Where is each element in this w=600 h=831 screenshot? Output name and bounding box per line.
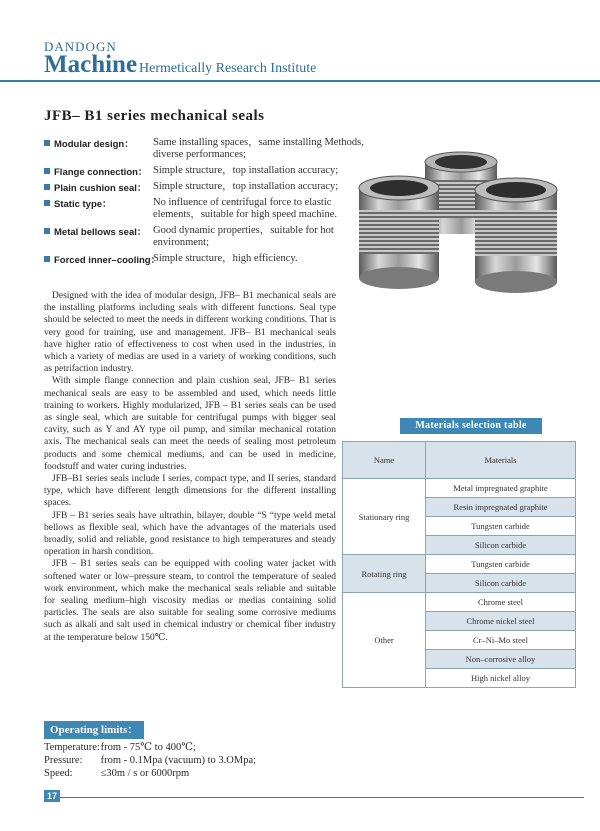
table-row: [343, 479, 576, 498]
limit-row: [44, 767, 256, 780]
bullet-square-icon: [44, 140, 50, 146]
feature-item: [44, 253, 364, 265]
feature-label: Static type：: [44, 199, 112, 211]
feature-text: Good dynamic properties，suitable for hot environment;: [153, 225, 334, 248]
materials-table: [342, 441, 576, 688]
feature-text: Simple structure，top installation accuracy;: [153, 165, 339, 176]
feature-item: [44, 225, 364, 249]
material-cell: High nickel alloy: [426, 669, 576, 688]
paragraph: JFB – B1 series seals can be equipped with cooling water jacket with softened water or low–pressure steam, to control the temperature of sealed work environment, which make the mechanical seals reliable and suitable for sealing medium–high viscosity medias or medias containing solid particles. The seals are also suitable for sealing some corrosive mediums such as alkali and salt used in chemical industry or chemical fiber industry at the temperature below 150℃.: [44, 559, 336, 643]
material-cell: Silicon carbide: [426, 574, 576, 593]
limit-value: from - 75℃ to 400℃;: [100, 742, 196, 753]
feature-label: Metal bellows seal：: [44, 227, 146, 239]
limit-value: from - 0.1Mpa (vacuum) to 3.OMpa;: [100, 755, 257, 766]
brand-top: DANDOGN: [44, 39, 117, 54]
limit-row: [44, 754, 256, 767]
table-header-row: [343, 442, 576, 479]
bullet-square-icon: [44, 228, 50, 234]
product-photo: [353, 150, 563, 295]
limit-label: Speed:: [44, 768, 73, 779]
material-cell: Cr–Ni–Mo steel: [426, 631, 576, 650]
feature-item: [44, 197, 364, 221]
feature-text: Simple structure，high efficiency.: [153, 253, 298, 264]
material-cell: Tungsten carbide: [426, 555, 576, 574]
material-cell: Chrome nickel steel: [426, 612, 576, 631]
header-materials: Materials: [426, 442, 576, 479]
limit-label: Pressure:: [44, 755, 83, 766]
page-title: JFB– B1 series mechanical seals: [44, 108, 265, 124]
feature-label: Modular design：: [44, 139, 134, 151]
material-cell: Resin impregnated graphite: [426, 498, 576, 517]
brand-main: Machine: [44, 51, 138, 78]
bullet-square-icon: [44, 168, 50, 174]
page-number: 17: [44, 790, 60, 802]
material-cell: Silicon carbide: [426, 536, 576, 555]
feature-label: Forced inner–cooling：: [44, 255, 160, 267]
paragraph: Designed with the idea of modular design, JFB– B1 mechanical seals are the installing platforms including seals with different functions. Seal type should be selected to meet the needs in different working conditions. That is very good for training, use and management. JFB– B1 mechanical seals have higher ratio of effectiveness to cost when used in the industries, in which a variety of medias are used in a variety of working conditions, such as petrifaction industry.: [44, 291, 336, 375]
feature-item: [44, 137, 364, 161]
limit-row: [44, 741, 256, 754]
operating-limits-title: Operating limits：: [44, 721, 144, 739]
material-cell: Tungsten carbide: [426, 517, 576, 536]
table-row: [343, 593, 576, 612]
material-cell: Non–corrosive alloy: [426, 650, 576, 669]
footer-divider: [44, 797, 584, 798]
body-text: [44, 290, 336, 644]
paragraph: JFB – B1 series seals have ultrathin, bilayer, double “S “type weld metal bellows as flexible seal, which have the advantages of the materials used broadly, solid and reliable, good resistance to high temperatures and steady operation in harsh condition.: [44, 510, 336, 558]
bullet-square-icon: [44, 184, 50, 190]
header-name: Name: [343, 442, 426, 479]
materials-table-title: Materials selection table: [400, 418, 542, 434]
feature-list: [44, 137, 364, 269]
group-name: Rotating ring: [343, 555, 426, 593]
feature-item: [44, 181, 364, 193]
paragraph: With simple flange connection and plain cushion seal, JFB– B1 series mechanical seals are easy to be assembled and used, which needs little training to workers. Highly modularized, JFB – B1 series seals can be used as single seal, which are suitable for centrifugal pumps with bigger seal cavity, such as Y and AY type oil pump, and similar mechanical rotation axis. The mechanical seals can meet the needs of sealing most petroleum products and some chemical mediums, and can be used in medicine, foodstuff and water curing industries.: [44, 376, 336, 472]
header-divider: [0, 80, 600, 82]
feature-label: Flange connection：: [44, 167, 147, 179]
group-name: Other: [343, 593, 426, 688]
material-cell: Metal impregnated graphite: [426, 479, 576, 498]
feature-item: [44, 165, 364, 177]
feature-text: Same installing spaces，same installing Methods, diverse performances;: [153, 137, 364, 160]
feature-text: Simple structure，top installation accuracy;: [153, 181, 339, 192]
paragraph: JFB–B1 series seals include I series, compact type, and II series, standard type, which have different length dimensions for the different installing spaces.: [44, 474, 336, 509]
material-cell: Chrome steel: [426, 593, 576, 612]
limit-label: Temperature:: [44, 742, 100, 753]
seal-ring-left: [359, 176, 439, 289]
limit-value: ≤30m / s or 6000rpm: [100, 768, 190, 779]
group-name: Stationary ring: [343, 479, 426, 555]
feature-text: No influence of centrifugal force to elastic elements，suitable for high speed machine.: [153, 197, 337, 220]
bullet-square-icon: [44, 256, 50, 262]
seal-ring-right: [475, 178, 557, 293]
brand-rest: Hermetically Research Institute: [139, 61, 317, 76]
brand-row: [44, 52, 316, 78]
header: [44, 40, 316, 78]
bullet-square-icon: [44, 200, 50, 206]
operating-limits: [44, 741, 256, 780]
feature-label: Plain cushion seal：: [44, 183, 146, 195]
table-row: [343, 555, 576, 574]
